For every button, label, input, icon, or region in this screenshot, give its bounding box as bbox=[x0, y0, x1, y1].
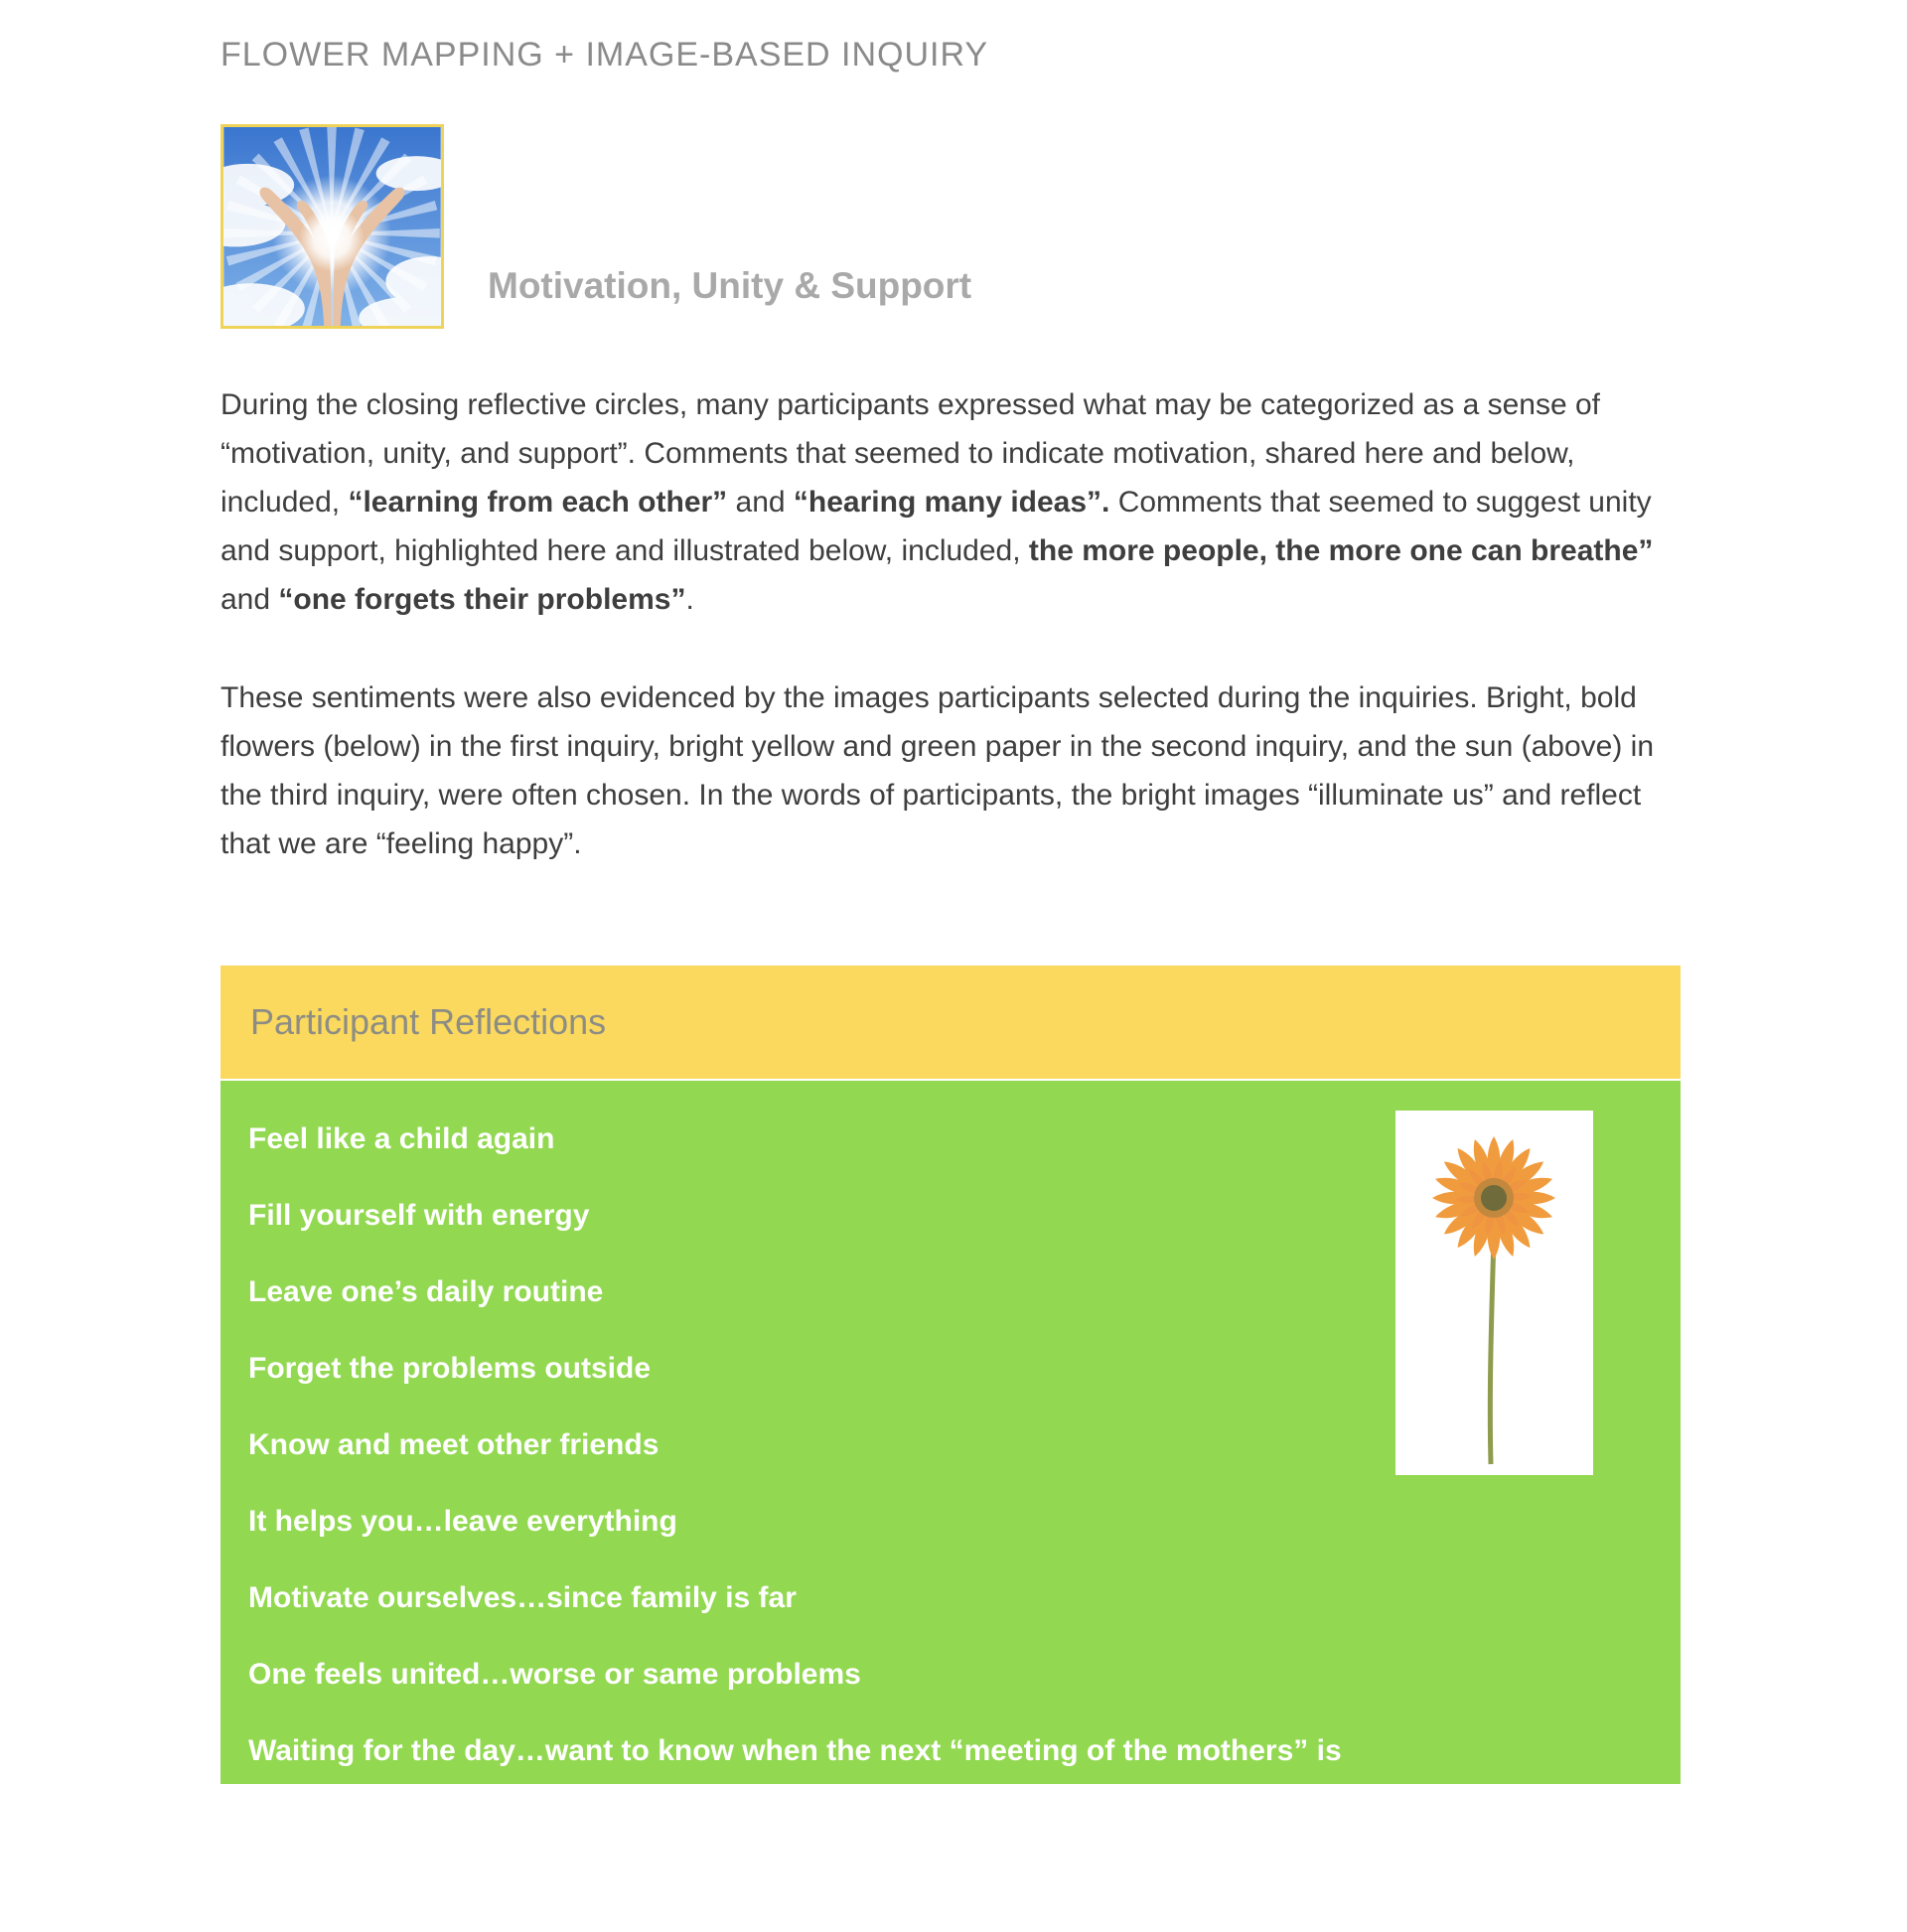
gerbera-flower-svg bbox=[1395, 1111, 1593, 1475]
reflection-item: It helps you…leave everything bbox=[248, 1505, 677, 1538]
reflection-item: Fill yourself with energy bbox=[248, 1199, 590, 1232]
reflection-item: One feels united…worse or same problems bbox=[248, 1658, 861, 1691]
section-subtitle: Motivation, Unity & Support bbox=[488, 265, 972, 306]
reflection-item: Feel like a child again bbox=[248, 1122, 555, 1155]
gerbera-flower-image bbox=[1395, 1111, 1593, 1475]
reflections-banner bbox=[220, 966, 1681, 1079]
hands-sunlight-image bbox=[220, 124, 444, 329]
body-paragraph-2: These sentiments were also evidenced by the images participants selected during the inquiries. Bright, bold flowers (below) in the first inquiry, bright yellow and green paper in the second inquiry, and the sun (above) in the third inquiry, were often chosen. In the words of participants, the bright images “illuminate us” and reflect that we are “feeling happy”. bbox=[220, 681, 1655, 860]
reflections-panel bbox=[220, 1081, 1681, 1784]
reflection-item: Waiting for the day…want to know when the next “meeting of the mothers” is bbox=[248, 1734, 1342, 1767]
hero-section bbox=[220, 124, 1681, 329]
sun-core bbox=[299, 207, 365, 272]
reflection-item: Know and meet other friends bbox=[248, 1428, 660, 1461]
document-page bbox=[220, 0, 1681, 1784]
reflections-header: Participant Reflections bbox=[250, 1001, 607, 1042]
flower-center bbox=[1481, 1185, 1507, 1211]
reflection-item: Leave one’s daily routine bbox=[248, 1275, 604, 1308]
page-title: FLOWER MAPPING + IMAGE-BASED INQUIRY bbox=[220, 36, 989, 74]
body-paragraph-1: During the closing reflective circles, many participants expressed what may be categorized as a sense of “motivation, unity, and support”. Comments that seemed to indicate motivation, shared here and below, included, “learning from each other” and “hearing many ideas”. Comments that seemed to suggest unity and support, highlighted here and illustrated below, included, the more people, the more one can breathe” and “one forgets their problems”. bbox=[220, 388, 1654, 616]
reflection-item: Forget the problems outside bbox=[248, 1352, 652, 1385]
reflection-item: Motivate ourselves…since family is far bbox=[248, 1581, 797, 1614]
hands-sunlight-svg bbox=[223, 127, 441, 326]
